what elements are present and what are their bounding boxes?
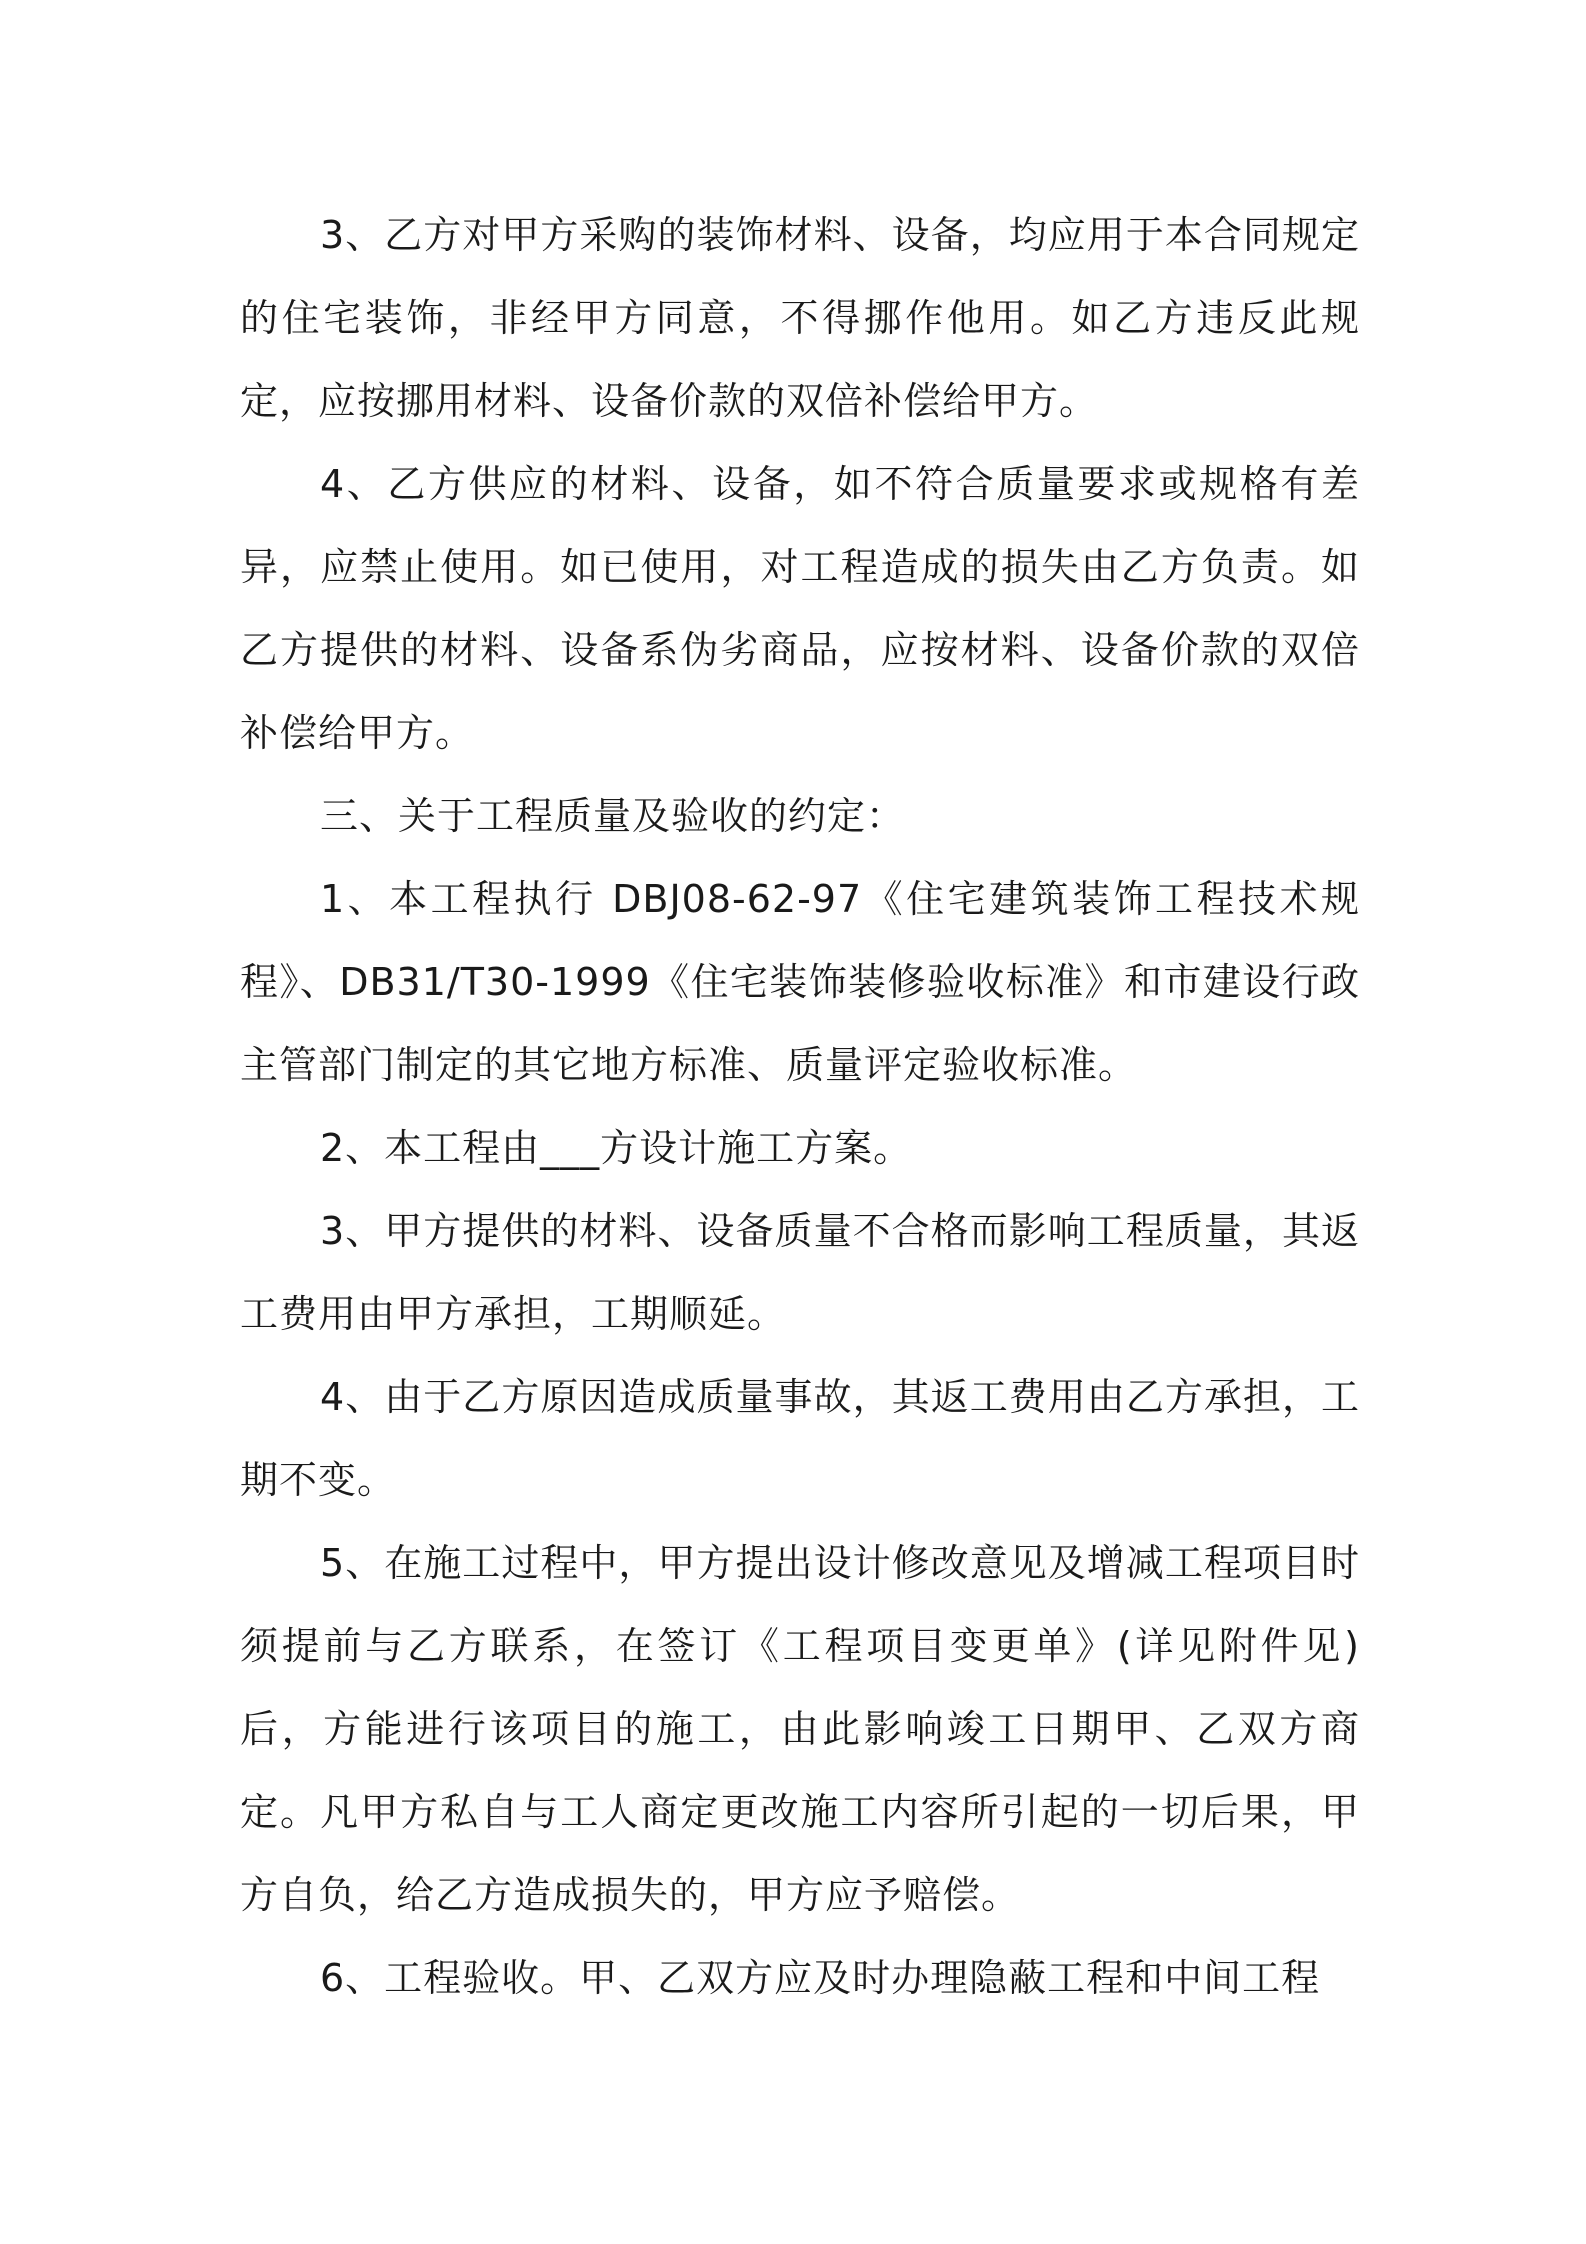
paragraph-supplied-materials-quality: 4、乙方供应的材料、设备，如不符合质量要求或规格有差异，应禁止使用。如已使用，对工程造成的损失由乙方负责。如乙方提供的材料、设备系伪劣商品，应按材料、设备价款的双倍补偿给甲方。	[240, 462, 1360, 755]
paragraph-design-changes: 5、在施工过程中，甲方提出设计修改意见及增减工程项目时须提前与乙方联系，在签订《工程项目变更单》(详见附件见)后，方能进行该项目的施工，由此影响竣工日期甲、乙双方商定。凡甲方私自与工人商定更改施工内容所引起的一切后果，甲方自负，给乙方造成损失的，甲方应予赔偿。	[240, 1541, 1360, 1917]
paragraph-party-a-materials-defect: 3、甲方提供的材料、设备质量不合格而影响工程质量，其返工费用由甲方承担，工期顺延。	[240, 1209, 1360, 1336]
document-body	[240, 194, 1360, 2020]
paragraph-acceptance: 6、工程验收。甲、乙双方应及时办理隐蔽工程和中间工程	[320, 1956, 1321, 2000]
paragraph-design-party: 2、本工程由___方设计施工方案。	[320, 1126, 913, 1170]
paragraph-party-b-quality-accident: 4、由于乙方原因造成质量事故，其返工费用由乙方承担，工期不变。	[240, 1375, 1360, 1502]
section-heading-quality-acceptance: 三、关于工程质量及验收的约定：	[320, 794, 906, 838]
paragraph-purchased-materials-usage: 3、乙方对甲方采购的装饰材料、设备，均应用于本合同规定的住宅装饰，非经甲方同意，不得挪作他用。如乙方违反此规定，应按挪用材料、设备价款的双倍补偿给甲方。	[240, 213, 1360, 423]
paragraph-standards: 1、本工程执行 DBJ08-62-97《住宅建筑装饰工程技术规程》、DB31/T30-1999《住宅装饰装修验收标准》和市建设行政主管部门制定的其它地方标准、质量评定验收标准。	[240, 877, 1360, 1087]
